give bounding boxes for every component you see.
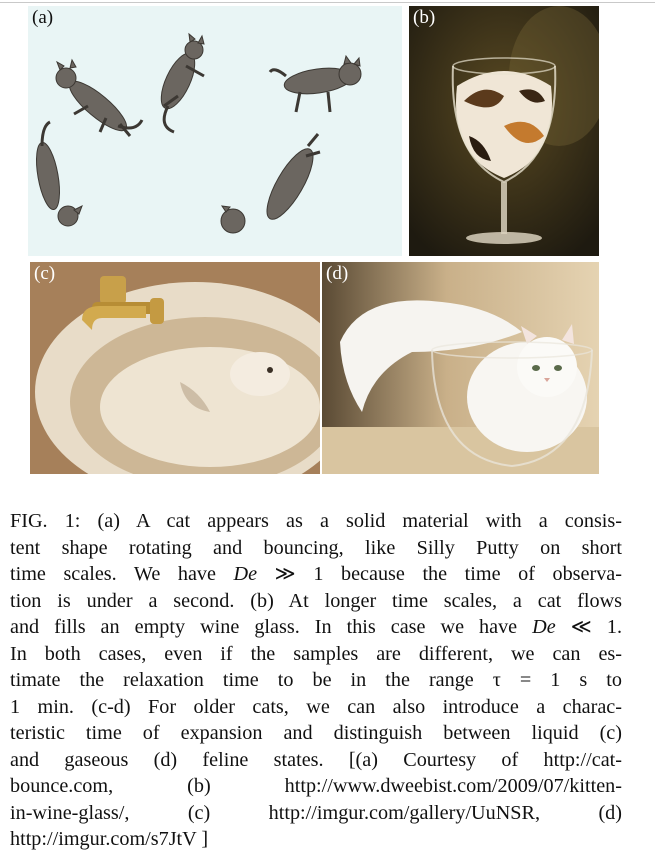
panel-b-cat-in-wine-glass xyxy=(409,6,599,256)
cat-figure-1 xyxy=(56,60,142,138)
caption-line: in-wine-glass/, (c) http://imgur.com/gallery/UuNSR, (d) xyxy=(10,801,622,824)
cat-figure-2 xyxy=(154,34,204,132)
panel-b-label: (b) xyxy=(413,7,436,28)
panel-c-cat-in-sink xyxy=(30,262,320,474)
bouncing-cats-image xyxy=(28,6,402,256)
top-rule xyxy=(0,2,655,3)
panel-d-label: (d) xyxy=(326,263,349,284)
caption-line: In both cases, even if the samples are different, we can es- xyxy=(10,642,622,665)
panel-c-label: (c) xyxy=(34,263,56,284)
caption-line: time scales. We have De ≫ 1 because the time of observa- xyxy=(10,563,622,585)
figure-caption xyxy=(10,508,622,853)
caption-line: 1 min. (c-d) For older cats, we can also introduce a charac- xyxy=(10,695,622,718)
caption-line: tion is under a second. (b) At longer time scales, a cat flows xyxy=(10,589,622,612)
panel-a-bouncing-cats xyxy=(28,6,402,256)
caption-line: timate the relaxation time to be in the range τ = 1 s to xyxy=(10,669,622,691)
cat-figure-3 xyxy=(32,122,82,226)
caption-line: and fills an empty wine glass. In this case we have De ≪ 1. xyxy=(10,616,622,638)
panel-d-cat-in-bowl xyxy=(322,262,599,474)
bowl-image xyxy=(322,262,599,474)
wine-glass-image xyxy=(409,6,599,256)
caption-line: teristic time of expansion and distinguish between liquid (c) xyxy=(10,722,622,744)
cat-figure-4 xyxy=(270,56,361,112)
caption-line: FIG. 1: (a) A cat appears as a solid material with a consis- xyxy=(10,510,622,532)
caption-line: and gaseous (d) feline states. [(a) Courtesy of http://cat- xyxy=(10,748,622,771)
panel-a-label: (a) xyxy=(32,7,54,28)
caption-line: http://imgur.com/s7JtV ] xyxy=(10,828,209,850)
sink-image xyxy=(30,262,320,474)
cat-figure-5 xyxy=(221,134,321,233)
caption-line: tent shape rotating and bouncing, like Silly Putty on short xyxy=(10,536,622,559)
caption-line: bounce.com, (b) http://www.dweebist.com/2009/07/kitten- xyxy=(10,775,622,797)
